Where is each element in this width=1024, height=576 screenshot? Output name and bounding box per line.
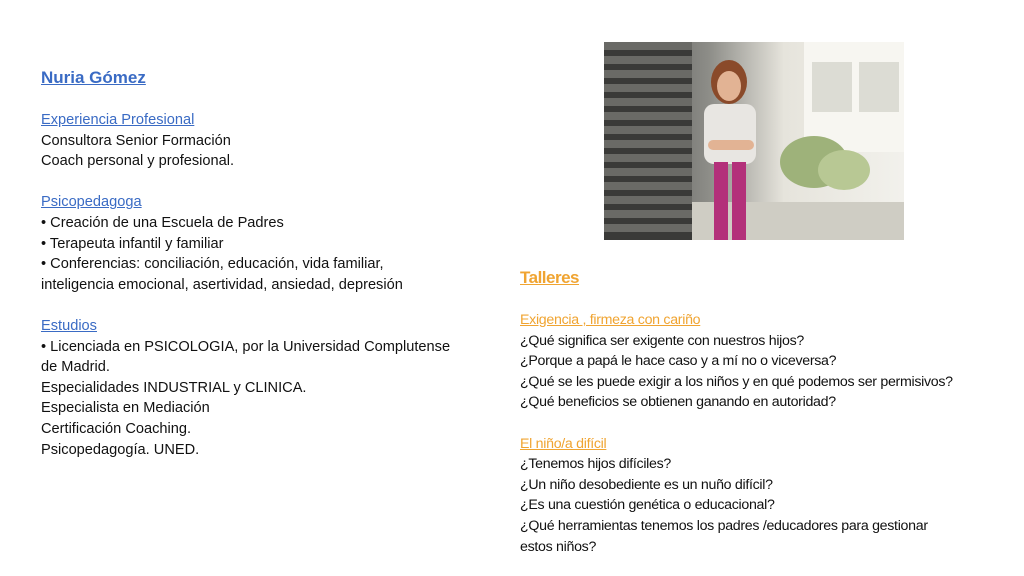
- psychopedagogy-line: • Creación de una Escuela de Padres: [41, 214, 284, 231]
- psychopedagogy-line: • Conferencias: conciliación, educación, vida familiar,: [41, 256, 384, 273]
- studies-line: Especialista en Mediación: [41, 400, 210, 417]
- studies-line: Psicopedagogía. UNED.: [41, 441, 200, 458]
- psychopedagogy-line: inteligencia emocional, asertividad, ansiedad, depresión: [41, 276, 403, 293]
- experience-line: Consultora Senior Formación: [41, 132, 231, 149]
- workshop-heading[interactable]: El niño/a difícil: [520, 435, 607, 452]
- spacer: [41, 295, 481, 316]
- studies-heading[interactable]: Estudios: [41, 317, 97, 334]
- workshop-question: ¿Es una cuestión genética o educacional?: [520, 497, 775, 514]
- workshop-question: ¿Tenemos hijos difíciles?: [520, 456, 671, 473]
- workshop-question: estos niños?: [520, 538, 597, 555]
- spacer: [520, 413, 1000, 434]
- workshop-heading[interactable]: Exigencia , firmeza con cariño: [520, 312, 701, 328]
- studies-line: • Licenciada en PSICOLOGIA, por la Universidad Complutense: [41, 338, 451, 355]
- studies-line: Certificación Coaching.: [41, 420, 192, 437]
- experience-line: Coach personal y profesional.: [41, 153, 235, 170]
- experience-heading[interactable]: Experiencia Profesional: [41, 112, 195, 128]
- workshops-section: [520, 266, 1000, 557]
- workshop-question: ¿Qué herramientas tenemos los padres /educadores para gestionar: [520, 517, 928, 534]
- workshop-question: ¿Qué beneficios se obtienen ganando en autoridad?: [520, 394, 836, 411]
- person-name[interactable]: Nuria Gómez: [41, 68, 146, 87]
- workshop-question: ¿Un niño desobediente es un nuño difícil?: [520, 476, 773, 493]
- workshop-question: ¿Qué significa ser exigente con nuestros hijos?: [520, 332, 804, 349]
- workshops-title[interactable]: Talleres: [520, 268, 580, 287]
- psychopedagogy-line: • Terapeuta infantil y familiar: [41, 235, 224, 252]
- workshop-question: ¿Porque a papá le hace caso y a mí no o viceversa?: [520, 353, 837, 370]
- spacer: [41, 172, 481, 193]
- studies-line: Especialidades INDUSTRIAL y CLINICA.: [41, 379, 307, 396]
- psychopedagogy-heading[interactable]: Psicopedagoga: [41, 194, 142, 211]
- workshop-question: ¿Qué se les puede exigir a los niños y en qué podemos ser permisivos?: [520, 373, 953, 390]
- studies-line: de Madrid.: [41, 359, 110, 376]
- profile-photo: [604, 42, 904, 240]
- profile-photo-illustration: [604, 42, 904, 240]
- profile-section: [41, 66, 481, 460]
